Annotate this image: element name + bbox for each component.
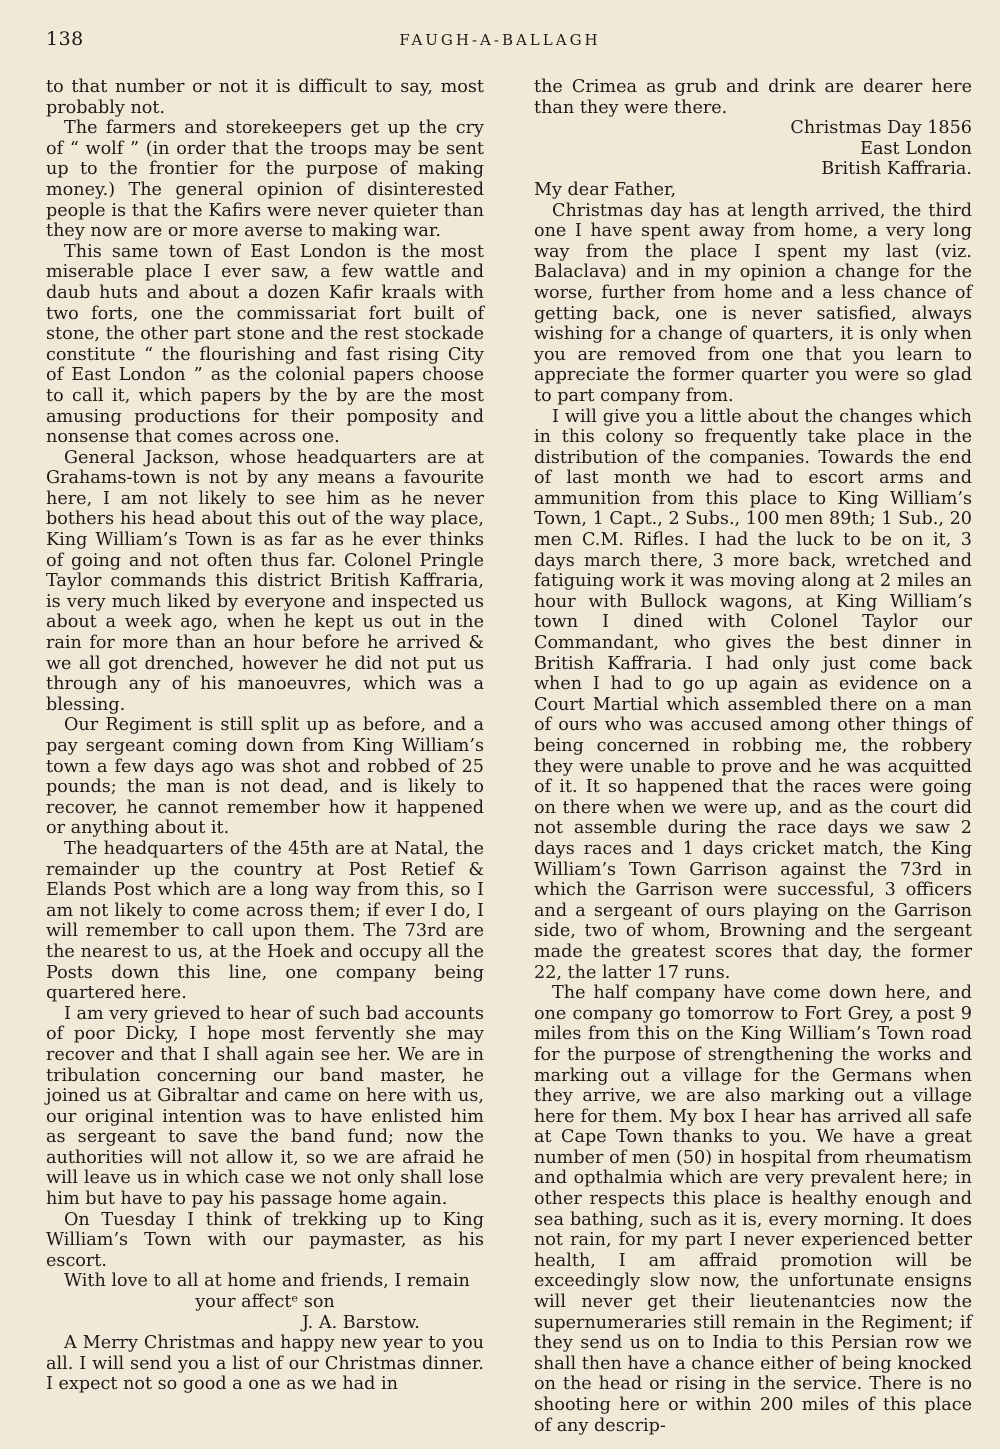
left-paragraph-8: On Tuesday I think of trekking up to King William’s Town with our paymaster, as his escort. bbox=[46, 1209, 484, 1271]
running-head-title: FAUGH-A-BALLAGH bbox=[399, 31, 601, 49]
page-number: 138 bbox=[46, 28, 84, 50]
letter-signature: J. A. Barstow. bbox=[302, 1312, 420, 1333]
letter-place-line-2: British Kaffraria. bbox=[821, 159, 972, 180]
left-paragraph-1: to that number or not it is difficult to say, most probably not. bbox=[46, 77, 484, 118]
right-continuation: the Crimea as grub and drink are dearer here than they were there. bbox=[534, 77, 972, 118]
right-paragraph-2: I will give you a little about the changes which in this colony so frequently take place in the distribution of the companies. Towards the end of last month we had to escort arms and ammunition from this place to King William’s Town, 1 Capt., 2 Subs., 100 men 89th; 1 Sub., 20 men C.M. Rifles. I had the luck to be on it, 3 days march there, 3 more back, wretched and fatiguing work it was moving along at 2 miles an hour with Bullock wagons, at King William’s town I dined with Colonel Taylor our Commandant, who gives the best dinner in British Kaffraria. I had only just come back when I had to go up again as evidence on a Court Martial which assembled there on a man of ours who was accused among other things of being concerned in robbing me, the robbery they were unable to prove and he was acquitted of it. It so happened that the races were going on there when we were up, and as the court did not assemble during the race days we saw 2 days races and 1 days cricket match, the King William’s Town Garrison against the 73rd in which the Garrison were successful, 3 officers and a sergeant of ours playing on the Garrison side, two of whom, Browning and the sergeant made the greatest scores that day, the former 22, the latter 17 runs. bbox=[534, 406, 972, 983]
letter-valediction: your affectᵉ son bbox=[195, 1292, 335, 1313]
letter-closing: With love to all at home and friends, I remain bbox=[64, 1271, 470, 1292]
left-column bbox=[46, 77, 484, 1395]
letter-postscript: A Merry Christmas and happy new year to you all. I will send you a list of our Christmas dinner. I expect not so good a one as we had in bbox=[46, 1333, 484, 1395]
letter-date-line: Christmas Day 1856 bbox=[790, 118, 972, 139]
left-paragraph-4: General Jackson, whose headquarters are at Grahams-town is not by any means a favourite here, I am not likely to see him as he never bothers his head about this out of the way place, King William’s Town is as far as he ever thinks of going and not often thus far. Colonel Pringle Taylor commands this district British Kaffraria, is very much liked by everyone and inspected us about a week ago, when he kept us out in the rain for more than an hour before he arrived & we all got drenched, however he did not put us through any of his manoeuvres, which was a blessing. bbox=[46, 447, 484, 715]
left-paragraph-3: This same town of East London is the most miserable place I ever saw, a few wattle and daub huts and about a dozen Kafir kraals with two forts, one the commissariat fort built of stone, the other part stone and the rest stockade constitute “ the flourishing and fast rising City of East London ” as the colonial papers choose to call it, which papers by the by are the most amusing productions for their pomposity and nonsense that comes across one. bbox=[46, 241, 484, 448]
letter-place-line-1: East London bbox=[860, 138, 972, 159]
letter-salutation: My dear Father, bbox=[534, 179, 677, 200]
left-paragraph-7: I am very grieved to hear of such bad accounts of poor Dicky, I hope most fervently she may recover and that I shall again see her. We are in tribulation concerning our band master, he joined us at Gibraltar and came on here with us, our original intention was to have enlisted him as sergeant to save the band fund; now the authorities will not allow it, so we are afraid he will leave us in which case we not only shall lose him but have to pay his passage home again. bbox=[46, 1003, 484, 1210]
right-paragraph-1: Christmas day has at length arrived, the third one I have spent away from home, a very long way from the place I spent my last (viz. Balaclava) and in my opinion a change for the worse, further from home and a less chance of getting back, one is never satisfied, always wishing for a change of quarters, it is only when you are removed from one that you learn to appreciate the former quarter you were so glad to part company from. bbox=[534, 200, 972, 406]
left-paragraph-2: The farmers and storekeepers get up the cry of “ wolf ” (in order that the troops may be sent up to the frontier for the purpose of making money.) The general opinion of disinterested people is that the Kafirs were never quieter than they now are or more averse to making war. bbox=[46, 118, 484, 242]
right-column bbox=[534, 77, 972, 1436]
left-paragraph-6: The headquarters of the 45th are at Natal, the remainder up the country at Post Retief & Elands Post which are a long way from this, so I am not likely to come across them; if ever I do, I will remember to call upon them. The 73rd are the nearest to us, at the Hoek and occupy all the Posts down this line, one company being quartered here. bbox=[46, 838, 484, 1004]
right-paragraph-3: The half company have come down here, and one company go tomorrow to Fort Grey, a post 9 miles from this on the King William’s Town road for the purpose of strengthening the works and marking out a village for the Germans when they arrive, we are also marking out a village here for them. My box I hear has arrived all safe at Cape Town thanks to you. We have a great number of men (50) in hospital from rheumatism and opthalmia which are very prevalent here; in other respects this place is healthy enough and sea bathing, such as it is, every morning. It does not rain, for my part I never experienced better health, I am affraid promotion will be exceedingly slow now, the unfortunate ensigns will never get their lieutenantcies now the supernumeraries still remain in the Regiment; if they send us on to India to this Persian row we shall then have a chance either of being knocked on the head or rising in the service. There is no shooting here or within 200 miles of this place of any descrip- bbox=[534, 983, 972, 1436]
left-paragraph-5: Our Regiment is still split up as before, and a pay sergeant coming down from King William’s town a few days ago was shot and robbed of 25 pounds; the man is not dead, and is likely to recover, he cannot remember how it happened or anything about it. bbox=[46, 715, 484, 839]
